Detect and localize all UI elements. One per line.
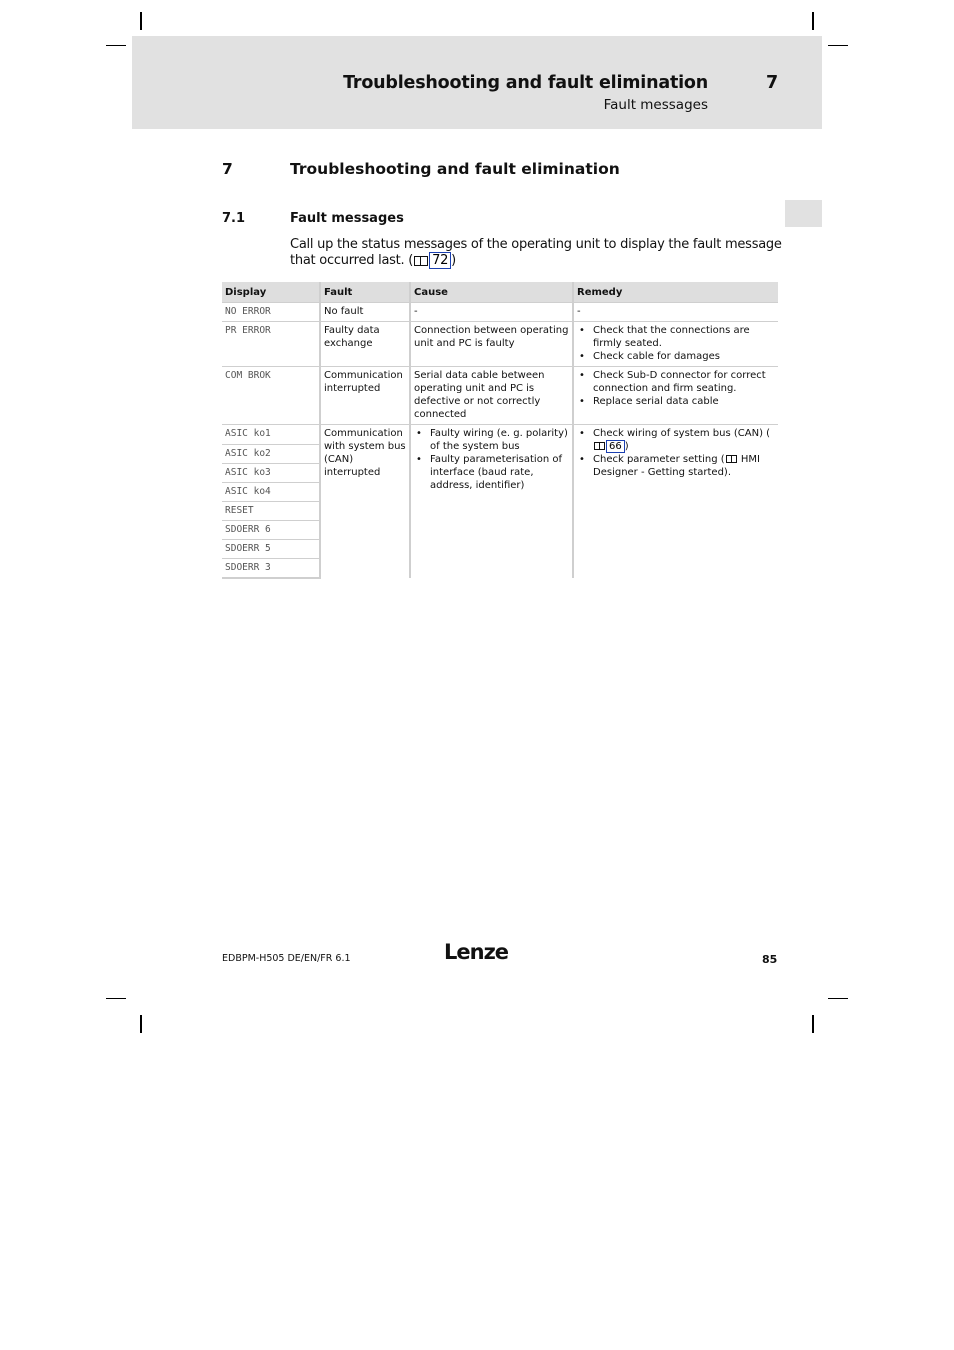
crop-mark: [140, 1015, 142, 1033]
table-header-row: [222, 282, 778, 303]
fault-cell: Communication with system bus (CAN) interrupted: [320, 425, 410, 579]
remedy-close: ): [624, 441, 629, 452]
cause-cell: [410, 425, 573, 579]
fault-cell: Communication interrupted: [320, 367, 410, 425]
display-code: ASIC ko1: [222, 425, 320, 445]
remedy-text: HMI Designer - Getting started).: [593, 454, 760, 478]
fault-table: [222, 282, 778, 579]
intro-close: ): [451, 253, 456, 268]
display-code: COM BROK: [222, 367, 320, 425]
book-icon: [414, 256, 428, 266]
crop-mark: [812, 12, 814, 30]
cause-cell: -: [410, 303, 573, 322]
page-ref-link[interactable]: 66: [606, 440, 625, 453]
subsection-title: Fault messages: [290, 211, 404, 226]
remedy-cell: [573, 425, 778, 579]
cause-cell: Serial data cable between operating unit and PC is defective or not correctly connected: [410, 367, 573, 425]
column-header-fault: Fault: [320, 282, 410, 303]
remedy-cell: -: [573, 303, 778, 322]
crop-mark: [140, 12, 142, 30]
table-row: [222, 425, 778, 445]
page-ref-link[interactable]: 72: [429, 252, 451, 269]
display-code: RESET: [222, 502, 320, 521]
remedy-item: [577, 427, 776, 453]
display-code: ASIC ko2: [222, 445, 320, 464]
cause-item: • Faulty wiring (e. g. polarity) of the system bus: [414, 427, 570, 453]
brand-logo: Lenze: [444, 940, 509, 964]
remedy-item: • Check that the connections are firmly seated.: [577, 324, 776, 350]
remedy-item: • Replace serial data cable: [577, 395, 776, 408]
display-code: PR ERROR: [222, 322, 320, 367]
cause-item: • Faulty parameterisation of interface (baud rate, address, identifier): [414, 453, 570, 492]
remedy-cell: [573, 367, 778, 425]
display-code: SDOERR 5: [222, 540, 320, 559]
section-title: Troubleshooting and fault elimination: [290, 160, 620, 178]
crop-mark: [828, 45, 848, 46]
display-code: SDOERR 3: [222, 559, 320, 579]
header-title: Troubleshooting and fault elimination: [343, 73, 708, 93]
column-header-remedy: Remedy: [573, 282, 778, 303]
display-code: SDOERR 6: [222, 521, 320, 540]
header-chapter-number: 7: [766, 73, 779, 93]
crop-mark: [828, 998, 848, 999]
remedy-cell: [573, 322, 778, 367]
remedy-item: [577, 453, 776, 479]
footer-doc-id: EDBPM-H505 DE/EN/FR 6.1: [222, 953, 351, 964]
display-code: ASIC ko3: [222, 464, 320, 483]
crop-mark: [812, 1015, 814, 1033]
display-code: NO ERROR: [222, 303, 320, 322]
fault-cell: No fault: [320, 303, 410, 322]
section-number: 7: [222, 160, 233, 178]
crop-mark: [106, 45, 126, 46]
fault-cell: Faulty data exchange: [320, 322, 410, 367]
subsection-number: 7.1: [222, 211, 246, 226]
remedy-text: Check parameter setting (: [593, 454, 725, 465]
column-header-cause: Cause: [410, 282, 573, 303]
remedy-item: • Check Sub-D connector for correct connection and firm seating.: [577, 369, 776, 395]
intro-text: Call up the status messages of the operating unit to display the fault message that occurred last. (: [290, 237, 782, 268]
intro-paragraph: [290, 237, 790, 269]
book-icon: [726, 455, 737, 463]
table-row: [222, 367, 778, 425]
crop-mark: [106, 998, 126, 999]
page-number: 85: [762, 953, 778, 966]
book-icon: [594, 442, 605, 450]
chapter-tab-marker: [785, 200, 822, 227]
remedy-item: • Check cable for damages: [577, 350, 776, 363]
header-subtitle: Fault messages: [603, 97, 708, 113]
table-row: [222, 303, 778, 322]
table-row: [222, 322, 778, 367]
cause-cell: Connection between operating unit and PC is faulty: [410, 322, 573, 367]
display-code: ASIC ko4: [222, 483, 320, 502]
remedy-text: Check wiring of system bus (CAN) (: [593, 428, 771, 439]
column-header-display: Display: [222, 282, 320, 303]
